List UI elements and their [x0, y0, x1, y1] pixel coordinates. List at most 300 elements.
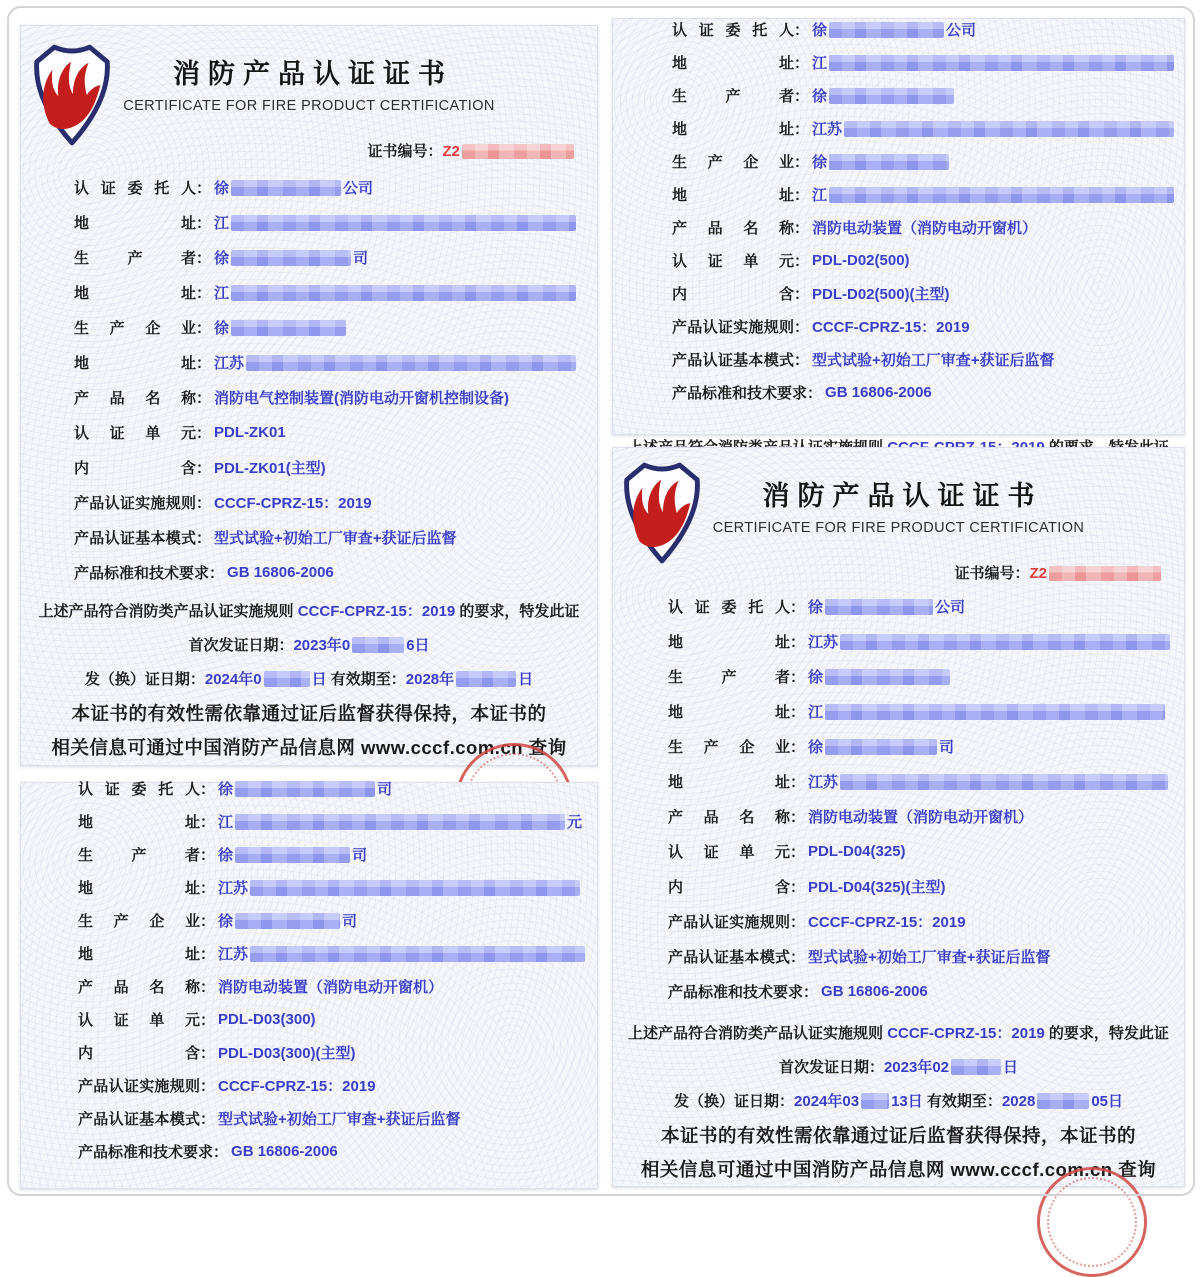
field-colon: ：	[200, 1111, 216, 1128]
field-value	[808, 631, 1172, 652]
field-row	[668, 659, 1171, 694]
field-colon: ：	[790, 914, 806, 931]
field-value	[808, 666, 952, 687]
field-row	[668, 694, 1171, 729]
text-segment: 2023年02	[883, 1059, 950, 1076]
field-label: 地 址	[672, 187, 794, 204]
redaction-block	[264, 671, 310, 687]
field-colon: ：	[794, 319, 810, 336]
redaction-block	[250, 946, 585, 962]
redaction-block	[231, 180, 341, 196]
certificate-number-label: 证书编号：	[367, 143, 443, 160]
field-colon: ：	[790, 949, 806, 966]
field-row	[74, 520, 584, 555]
field-label: 产品认证实施规则	[78, 1078, 200, 1095]
field-row	[74, 345, 584, 380]
red-official-seal	[1037, 1167, 1147, 1277]
text-segment: PDL-D03(300)	[218, 1011, 316, 1028]
text-segment: 消防电动装置（消防电动开窗机）	[218, 979, 444, 996]
footer-line	[20, 595, 598, 629]
field-label: 认证委托人	[672, 22, 794, 39]
field-label: 产 品 名 称	[78, 979, 200, 996]
field-colon: ：	[196, 460, 212, 477]
certificate-number-label: 证书编号：	[954, 565, 1030, 582]
field-value	[214, 317, 348, 338]
field-row	[78, 1135, 584, 1168]
footer-line	[20, 629, 598, 663]
redaction-block	[829, 187, 1174, 203]
field-row	[78, 871, 584, 904]
field-label: 内 含	[672, 286, 794, 303]
field-colon: ：	[196, 495, 212, 512]
field-label: 地 址	[74, 285, 196, 302]
field-value	[812, 252, 910, 269]
text-segment: 江苏	[218, 880, 249, 897]
text-segment: 徐	[808, 669, 824, 686]
field-colon: ：	[794, 22, 810, 39]
text-segment: 徐	[214, 320, 230, 337]
field-value	[808, 596, 965, 617]
field-value	[214, 177, 373, 198]
text-segment: CCCF-CPRZ-15：2019	[297, 603, 456, 620]
text-segment: 上述产品符合消防类产品认证实施规则	[628, 1025, 888, 1042]
text-segment: 江苏	[808, 634, 839, 651]
field-colon: ：	[200, 1078, 216, 1095]
field-colon: ：	[200, 946, 216, 963]
field-label: 生 产 企 业	[668, 739, 790, 756]
field-row	[672, 145, 1171, 178]
text-segment: PDL-D02(500)(主型)	[812, 286, 950, 303]
field-value	[214, 282, 578, 303]
field-value	[214, 387, 509, 408]
field-label: 地 址	[668, 774, 790, 791]
field-label: 内 含	[74, 460, 196, 477]
field-value	[808, 876, 946, 897]
redaction-block	[829, 154, 949, 170]
certificate-number-line	[367, 140, 576, 164]
text-segment: 2023年0	[293, 637, 351, 654]
field-row	[668, 869, 1171, 904]
field-value	[821, 983, 928, 1000]
field-label: 地 址	[74, 355, 196, 372]
redaction-block	[825, 669, 950, 685]
field-row	[672, 79, 1171, 112]
text-segment: 徐	[214, 180, 230, 197]
redaction-block	[456, 671, 516, 687]
text-segment: 司	[353, 250, 369, 267]
field-row	[672, 46, 1171, 79]
certificate-subtitle: CERTIFICATE FOR FIRE PRODUCT CERTIFICATION	[123, 98, 495, 114]
text-segment: 徐	[218, 781, 234, 798]
field-row	[672, 112, 1171, 145]
text-segment: PDL-D04(325)	[808, 843, 906, 860]
field-value	[218, 1042, 356, 1063]
field-row	[672, 244, 1171, 277]
text-segment: 消防电动装置（消防电动开窗机）	[812, 220, 1038, 237]
redaction-block	[829, 22, 944, 38]
text-segment: 相关信息可通过中国消防产品信息网 www.cccf.com.cn 查询	[51, 737, 567, 758]
field-colon: ：	[200, 1012, 216, 1029]
footer-line	[612, 1119, 1185, 1153]
text-segment: 上述产品符合消防类产品认证实施规则	[38, 603, 298, 620]
field-value	[218, 910, 357, 931]
certificate-top-right	[612, 18, 1185, 435]
text-segment: 徐	[218, 847, 234, 864]
text-segment: 江	[812, 187, 828, 204]
text-segment: 日	[1003, 1059, 1019, 1076]
field-colon: ：	[200, 847, 216, 864]
field-value	[808, 911, 966, 932]
certificate-header	[612, 447, 1185, 537]
field-row	[74, 450, 584, 485]
field-colon: ：	[790, 879, 806, 896]
field-value	[808, 946, 1051, 967]
field-row	[78, 838, 584, 871]
field-row	[74, 380, 584, 415]
field-label: 生 产 企 业	[672, 154, 794, 171]
certificate-title: 消防产品认证证书	[762, 481, 1043, 511]
shield-flame-logo-icon	[618, 457, 706, 569]
field-label: 生 产 企 业	[74, 320, 196, 337]
field-row	[78, 772, 584, 805]
text-segment: GB 16806-2006	[821, 983, 928, 1000]
field-label: 产品认证基本模式	[668, 949, 790, 966]
text-segment: 徐	[808, 739, 824, 756]
field-label: 产品标准和技术要求	[672, 385, 808, 402]
field-label: 地 址	[672, 121, 794, 138]
field-value	[808, 701, 1167, 722]
redaction-block	[840, 774, 1168, 790]
field-label: 产品认证实施规则	[74, 495, 196, 512]
text-segment: CCCF-CPRZ-15：2019	[887, 1025, 1045, 1042]
text-segment: GB 16806-2006	[231, 1143, 338, 1160]
text-segment: CCCF-CPRZ-15：2019	[808, 914, 966, 931]
text-segment: 江苏	[812, 121, 843, 138]
text-segment: 徐	[214, 250, 230, 267]
text-segment: 司	[377, 781, 393, 798]
field-label: 认 证 单 元	[78, 1012, 200, 1029]
field-value	[218, 877, 582, 898]
text-segment: CCCF-CPRZ-15：2019	[218, 1078, 376, 1095]
certificate-bottom-left	[20, 782, 598, 1189]
text-segment: 公司	[946, 22, 977, 39]
field-value	[218, 778, 392, 799]
field-colon: ：	[196, 425, 212, 442]
certificate-bottom-right	[612, 447, 1185, 1187]
certificate-title: 消防产品认证证书	[173, 59, 453, 89]
field-value	[812, 316, 970, 337]
text-segment: 首次发证日期：	[188, 637, 294, 654]
shield-flame-logo-icon	[28, 39, 116, 151]
text-segment: GB 16806-2006	[227, 564, 334, 581]
text-segment: 的要求，特发此证	[455, 603, 580, 620]
redaction-block	[840, 634, 1170, 650]
redaction-block	[231, 215, 576, 231]
text-segment: 发（换）证日期：	[674, 1093, 795, 1110]
field-colon: ：	[790, 774, 806, 791]
field-label: 认证委托人	[668, 599, 790, 616]
text-segment: 本证书的有效性需依靠通过证后监督获得保持，本证书的	[660, 1125, 1136, 1146]
field-value	[214, 492, 372, 513]
text-segment: 6日	[406, 637, 430, 654]
field-label: 产品认证基本模式	[672, 352, 794, 369]
field-value	[227, 564, 334, 581]
field-row	[668, 764, 1171, 799]
field-label: 生 产 者	[78, 847, 200, 864]
field-label: 地 址	[668, 704, 790, 721]
field-colon: ：	[200, 880, 216, 897]
field-value	[825, 384, 932, 401]
text-segment: 徐	[812, 88, 828, 105]
field-label: 产 品 名 称	[74, 390, 196, 407]
field-label: 产 品 名 称	[672, 220, 794, 237]
footer-line	[20, 697, 598, 731]
field-value	[812, 118, 1176, 139]
field-colon: ：	[807, 385, 823, 402]
text-segment: 江	[218, 814, 234, 831]
field-label: 产品认证实施规则	[668, 914, 790, 931]
footer-line	[20, 663, 598, 697]
field-value	[812, 349, 1055, 370]
certificate-footer	[612, 1017, 1185, 1187]
text-segment: PDL-ZK01(主型)	[214, 460, 326, 477]
field-colon: ：	[213, 1144, 229, 1161]
field-label: 生 产 者	[74, 250, 196, 267]
field-label: 内 含	[78, 1045, 200, 1062]
text-segment: PDL-D04(325)(主型)	[808, 879, 946, 896]
field-value	[812, 85, 956, 106]
field-rows	[74, 170, 584, 590]
field-label: 认 证 单 元	[668, 844, 790, 861]
redaction-block	[825, 704, 1165, 720]
redaction-block	[829, 88, 954, 104]
footer-line	[612, 1051, 1185, 1085]
field-row	[78, 937, 584, 970]
text-segment: 日	[518, 671, 534, 688]
field-colon: ：	[790, 669, 806, 686]
text-segment: 司	[939, 739, 955, 756]
text-segment: 司	[352, 847, 368, 864]
redaction-block	[825, 599, 933, 615]
text-segment: 徐	[218, 913, 234, 930]
field-label: 认证委托人	[74, 180, 196, 197]
field-row	[78, 1003, 584, 1036]
certificate-subtitle: CERTIFICATE FOR FIRE PRODUCT CERTIFICATION	[712, 520, 1085, 536]
field-value	[808, 843, 906, 860]
redaction-block	[825, 739, 937, 755]
text-segment: 型式试验+初始工厂审查+获证后监督	[218, 1111, 461, 1128]
text-segment: PDL-D03(300)(主型)	[218, 1045, 356, 1062]
text-segment: 江苏	[214, 355, 245, 372]
field-colon: ：	[790, 809, 806, 826]
field-row	[668, 729, 1171, 764]
redaction-block	[250, 880, 580, 896]
field-label: 认 证 单 元	[672, 253, 794, 270]
field-value	[812, 283, 950, 304]
field-rows	[668, 589, 1171, 1009]
field-colon: ：	[794, 88, 810, 105]
text-segment: 相关信息可通过中国消防产品信息网 www.cccf.com.cn 查询	[640, 1159, 1157, 1180]
field-label: 地 址	[78, 880, 200, 897]
field-colon: ：	[794, 55, 810, 72]
certificate-top-left	[20, 25, 598, 766]
field-label: 地 址	[78, 814, 200, 831]
text-segment: 型式试验+初始工厂审查+获证后监督	[812, 352, 1055, 369]
field-value	[808, 771, 1170, 792]
field-row	[78, 1069, 584, 1102]
field-row	[672, 343, 1171, 376]
text-segment: 徐	[812, 22, 828, 39]
text-segment: 消防电动装置（消防电动开窗机）	[808, 809, 1034, 826]
certificate-number-prefix: Z2	[1029, 565, 1047, 582]
redaction-block	[1037, 1093, 1089, 1109]
redaction-block	[951, 1059, 1001, 1075]
field-row	[78, 805, 584, 838]
field-value	[214, 212, 578, 233]
field-colon: ：	[196, 355, 212, 372]
text-segment: 消防电气控制装置(消防电动开窗机控制设备)	[214, 390, 510, 407]
certificate-number-redaction	[462, 144, 574, 159]
field-row	[74, 310, 584, 345]
redaction-block	[844, 121, 1174, 137]
redaction-block	[231, 250, 351, 266]
field-label: 产品标准和技术要求	[78, 1144, 214, 1161]
text-segment: 元	[567, 814, 583, 831]
text-segment: 公司	[935, 599, 966, 616]
field-row	[672, 211, 1171, 244]
field-colon: ：	[196, 180, 212, 197]
field-colon: ：	[196, 215, 212, 232]
redaction-block	[231, 320, 346, 336]
field-value	[812, 151, 951, 172]
text-segment: 型式试验+初始工厂审查+获证后监督	[808, 949, 1051, 966]
field-row	[74, 205, 584, 240]
redaction-block	[235, 913, 340, 929]
text-segment: 本证书的有效性需依靠通过证后监督获得保持，本证书的	[71, 703, 547, 724]
field-colon: ：	[790, 844, 806, 861]
field-label: 生 产 者	[668, 669, 790, 686]
field-colon: ：	[790, 634, 806, 651]
field-value	[218, 811, 582, 832]
text-segment: 2024年03	[794, 1093, 860, 1110]
text-segment: 2024年0	[204, 671, 262, 688]
text-segment: 江	[214, 285, 230, 302]
field-value	[218, 1108, 461, 1129]
field-value	[812, 52, 1176, 73]
field-value	[231, 1143, 338, 1160]
redaction-block	[829, 55, 1174, 71]
field-colon: ：	[196, 285, 212, 302]
field-label: 生 产 企 业	[78, 913, 200, 930]
field-colon: ：	[790, 704, 806, 721]
text-segment: 江	[214, 215, 230, 232]
field-label: 产品认证基本模式	[78, 1111, 200, 1128]
text-segment: GB 16806-2006	[825, 384, 932, 401]
footer-line	[612, 1017, 1185, 1051]
field-label: 地 址	[74, 215, 196, 232]
text-segment: 首次发证日期：	[778, 1059, 884, 1076]
field-colon: ：	[794, 187, 810, 204]
text-segment: 的要求，特发此证	[1044, 1025, 1169, 1042]
field-value	[214, 424, 286, 441]
field-colon: ：	[196, 390, 212, 407]
text-segment: 徐	[812, 154, 828, 171]
field-row	[74, 485, 584, 520]
field-row	[74, 170, 584, 205]
text-segment: 江	[812, 55, 828, 72]
field-row	[668, 904, 1171, 939]
field-value	[214, 527, 457, 548]
field-value	[218, 976, 443, 997]
field-value	[218, 844, 367, 865]
text-segment: 有效期至：	[922, 1093, 1002, 1110]
field-value	[812, 19, 976, 40]
footer-line	[612, 1085, 1185, 1119]
field-row	[672, 310, 1171, 343]
field-value	[214, 457, 326, 478]
text-segment: CCCF-CPRZ-15：2019	[812, 319, 970, 336]
field-colon: ：	[794, 154, 810, 171]
field-row	[78, 904, 584, 937]
field-colon: ：	[200, 1045, 216, 1062]
field-label: 地 址	[668, 634, 790, 651]
text-segment: 05日	[1091, 1093, 1123, 1110]
redaction-block	[861, 1093, 889, 1109]
field-value	[808, 806, 1033, 827]
certificate-number-redaction	[1049, 566, 1161, 581]
text-segment: 徐	[808, 599, 824, 616]
field-value	[214, 247, 368, 268]
text-segment: 型式试验+初始工厂审查+获证后监督	[214, 530, 457, 547]
field-colon: ：	[200, 781, 216, 798]
field-label: 生 产 者	[672, 88, 794, 105]
text-segment: 司	[342, 913, 358, 930]
field-colon: ：	[794, 352, 810, 369]
redaction-block	[235, 847, 350, 863]
field-label: 认证委托人	[78, 781, 200, 798]
redaction-block	[235, 781, 375, 797]
field-row	[78, 1102, 584, 1135]
field-row	[74, 275, 584, 310]
field-row	[74, 415, 584, 450]
field-colon: ：	[794, 253, 810, 270]
field-rows	[78, 772, 584, 1168]
field-value	[218, 943, 587, 964]
redaction-block	[352, 637, 404, 653]
field-row	[668, 589, 1171, 624]
field-row	[668, 799, 1171, 834]
field-rows	[672, 13, 1171, 409]
text-segment: 日	[311, 671, 327, 688]
field-colon: ：	[803, 984, 819, 1001]
field-value	[214, 352, 578, 373]
field-colon: ：	[200, 814, 216, 831]
field-colon: ：	[790, 739, 806, 756]
text-segment: 公司	[343, 180, 374, 197]
field-label: 产品认证实施规则	[672, 319, 794, 336]
certificate-footer	[20, 595, 598, 765]
field-label: 产品标准和技术要求	[74, 565, 210, 582]
field-colon: ：	[794, 121, 810, 138]
field-label: 产品标准和技术要求	[668, 984, 804, 1001]
field-value	[218, 1011, 316, 1028]
certificate-number-prefix: Z2	[442, 143, 460, 160]
text-segment: CCCF-CPRZ-15：2019	[214, 495, 372, 512]
field-colon: ：	[794, 220, 810, 237]
text-segment: 13日	[891, 1093, 923, 1110]
field-row	[672, 376, 1171, 409]
field-colon: ：	[196, 320, 212, 337]
